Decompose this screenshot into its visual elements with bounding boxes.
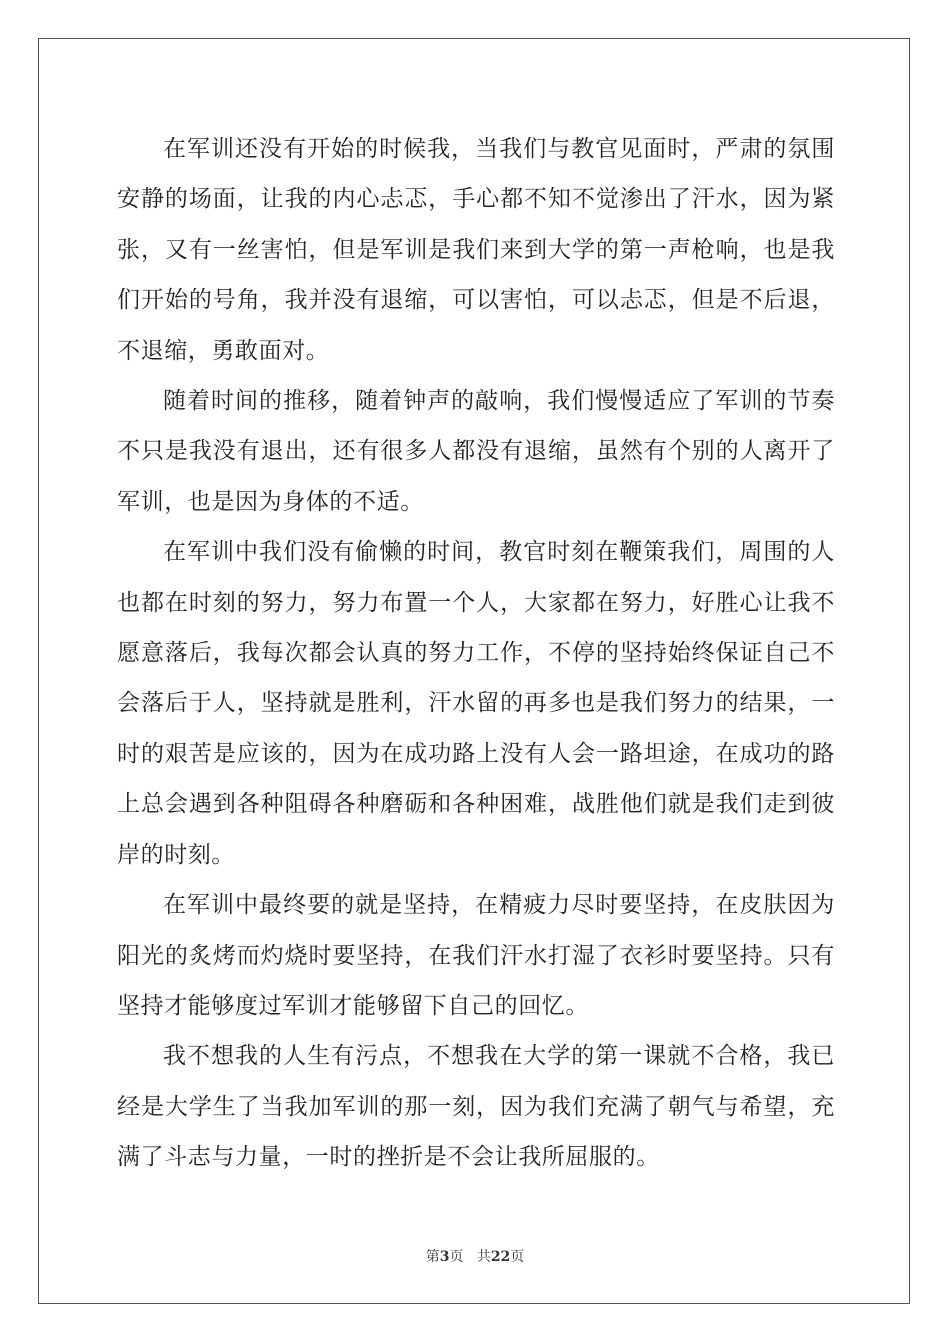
page-suffix: 页	[449, 1249, 464, 1265]
paragraph-2: 随着时间的推移，随着钟声的敲响，我们慢慢适应了军训的节奏不只是我没有退出，还有很多人都没有退缩，虽然有个别的人离开了军训，也是因为身体的不适。	[117, 388, 835, 515]
total-pages: 22	[490, 1249, 511, 1265]
paragraph-4: 在军训中最终要的就是坚持，在精疲力尽时要坚持，在皮肤因为阳光的炙烤而灼烧时要坚持，在我们汗水打湿了衣衫时要坚持。只有坚持才能够度过军训才能够留下自己的回忆。	[117, 892, 835, 1019]
page-footer	[0, 1246, 950, 1266]
paragraph-1: 在军训还没有开始的时候我，当我们与教官见面时，严肃的氛围安静的场面，让我的内心忐忑，手心都不知不觉渗出了汗水，因为紧张，又有一丝害怕，但是军训是我们来到大学的第一声枪响，也是我们开始的号角，我并没有退缩，可以害怕，可以忐忑，但是不后退，不退缩，勇敢面对。	[117, 136, 835, 364]
page-number: 3	[439, 1249, 450, 1265]
total-prefix: 共	[476, 1249, 491, 1265]
paragraph-5: 我不想我的人生有污点，不想我在大学的第一课就不合格，我已经是大学生了当我加军训的那一刻，因为我们充满了朝气与希望，充满了斗志与力量，一时的挫折是不会让我所屈服的。	[117, 1043, 835, 1171]
document-body	[117, 124, 835, 1183]
page-prefix: 第	[425, 1249, 440, 1265]
paragraph-3: 在军训中我们没有偷懒的时间，教官时刻在鞭策我们，周围的人也都在时刻的努力，努力布置一个人，大家都在努力，好胜心让我不愿意落后，我每次都会认真的努力工作，不停的坚持始终保证自己不会落后于人，坚持就是胜利，汗水留的再多也是我们努力的结果，一时的艰苦是应该的，因为在成功路上没有人会一路坦途，在成功的路上总会遇到各种阻碍各种磨砺和各种困难，战胜他们就是我们走到彼岸的时刻。	[117, 539, 835, 868]
total-suffix: 页	[510, 1249, 525, 1265]
